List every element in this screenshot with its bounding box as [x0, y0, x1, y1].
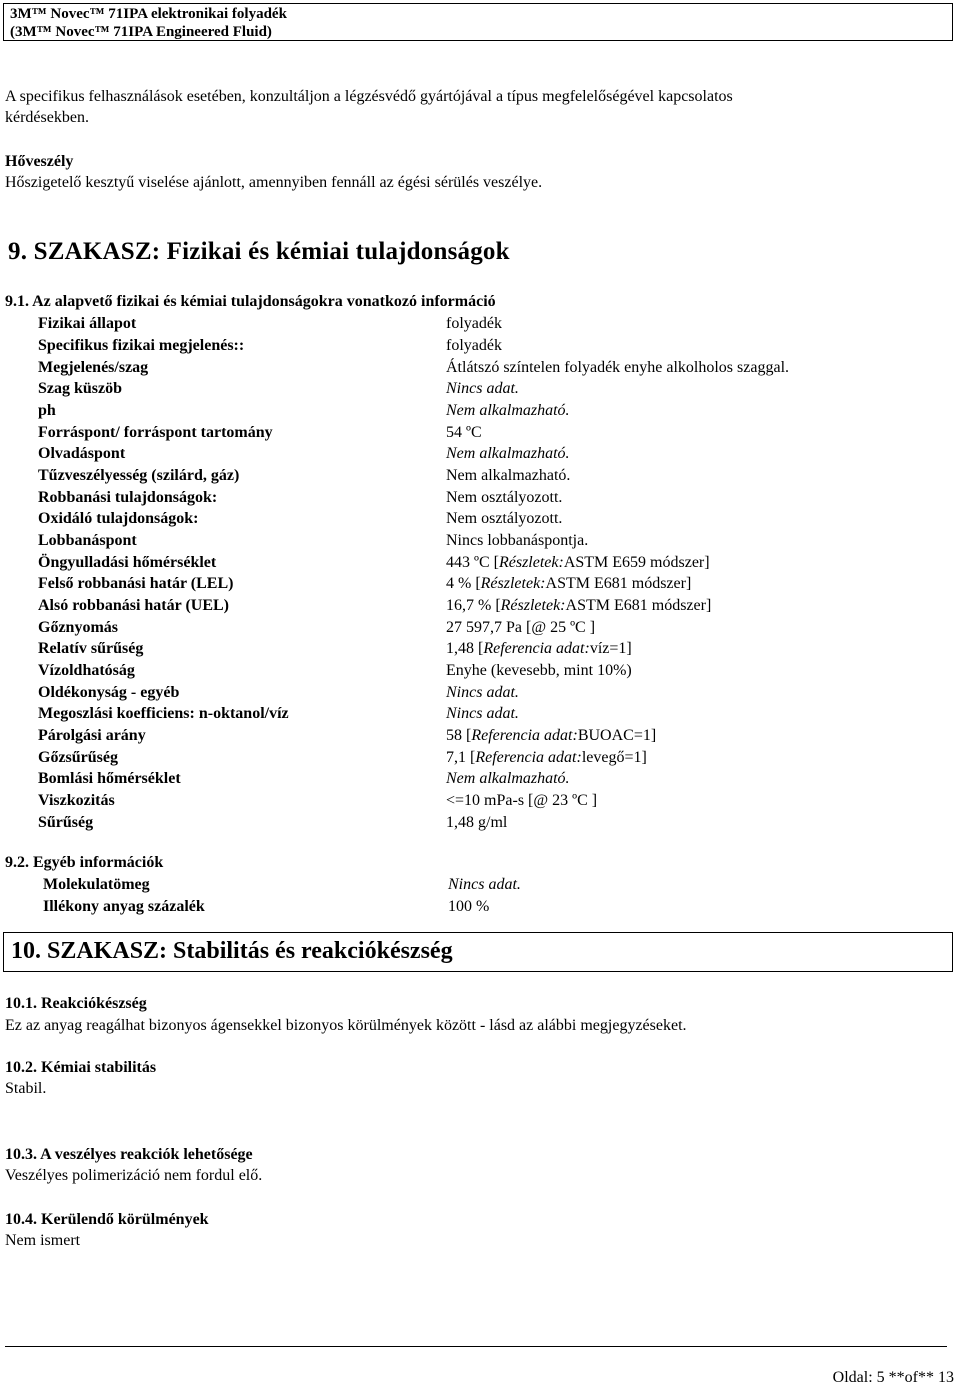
- value-part: 1,48 [: [446, 640, 484, 657]
- prop-value: [446, 596, 711, 616]
- value-part: 443 ºC [: [446, 554, 499, 571]
- prop-label: Oldékonyság - egyéb: [38, 684, 180, 701]
- prop-value: [446, 639, 632, 659]
- prop-label: Felső robbanási határ (LEL): [38, 575, 234, 592]
- value-part: víz=1]: [589, 640, 632, 657]
- prop-value: Nem alkalmazható.: [446, 402, 570, 419]
- respirator-note-line2: kérdésekben.: [5, 109, 89, 126]
- prop-label: Sűrűség: [38, 814, 94, 831]
- prop-label: Megjelenés/szag: [38, 359, 149, 376]
- page-number: Oldal: 5 **of** 13: [832, 1369, 954, 1386]
- section-10-3-title: 10.3. A veszélyes reakciók lehetősége: [5, 1146, 253, 1163]
- value-ref: Referencia adat:: [475, 749, 582, 766]
- section-9-1-title: 9.1. Az alapvető fizikai és kémiai tulajdonságokra vonatkozó információ: [5, 293, 496, 310]
- section-10-1-title: 10.1. Reakciókészség: [5, 995, 147, 1012]
- document-header: [3, 3, 953, 41]
- prop-label: Megoszlási koefficiens: n-oktanol/víz: [38, 705, 289, 722]
- prop-value: Nem alkalmazható.: [446, 445, 570, 462]
- prop-value: [446, 726, 656, 746]
- section-10-4-text: Nem ismert: [5, 1232, 81, 1249]
- prop-value: [446, 553, 710, 573]
- value-part: levegő=1]: [581, 749, 647, 766]
- prop-value: folyadék: [446, 315, 502, 332]
- prop-value: Nincs adat.: [446, 380, 519, 397]
- section-10-2-title: 10.2. Kémiai stabilitás: [5, 1059, 157, 1076]
- value-ref: Részletek:: [498, 554, 564, 571]
- prop-value: <=10 mPa-s [@ 23 ºC ]: [446, 792, 598, 809]
- prop-label: Vízoldhatóság: [38, 662, 135, 679]
- value-ref: Részletek:: [500, 597, 566, 614]
- prop-value: Nincs lobbanáspontja.: [446, 532, 589, 549]
- prop-value: 27 597,7 Pa [@ 25 ºC ]: [446, 619, 596, 636]
- prop-label: Párolgási arány: [38, 727, 146, 744]
- prop-label: ph: [38, 402, 56, 419]
- prop-label: Olvadáspont: [38, 445, 126, 462]
- prop-label: Robbanási tulajdonságok:: [38, 489, 218, 506]
- prop-value: Nem alkalmazható.: [446, 770, 570, 787]
- value-ref: Referencia adat:: [471, 727, 578, 744]
- value-part: 58 [: [446, 727, 472, 744]
- prop-value: Nem alkalmazható.: [446, 467, 571, 484]
- product-name-english: (3M™ Novec™ 71IPA Engineered Fluid): [10, 24, 272, 40]
- section-10-4-title: 10.4. Kerülendő körülmények: [5, 1211, 209, 1228]
- prop-value: 1,48 g/ml: [446, 814, 508, 831]
- prop-label: Lobbanáspont: [38, 532, 137, 549]
- other-label: Illékony anyag százalék: [43, 898, 205, 915]
- value-part: ASTM E681 módszer]: [545, 575, 692, 592]
- section-10-title: 10. SZAKASZ: Stabilitás és reakciókészség: [3, 932, 953, 972]
- prop-label: Szag küszöb: [38, 380, 123, 397]
- section-10-1-text: Ez az anyag reagálhat bizonyos ágensekkel bizonyos körülmények között - lásd az alábbi megjegyzéseket.: [5, 1017, 687, 1034]
- prop-value: folyadék: [446, 337, 502, 354]
- prop-label: Gőznyomás: [38, 619, 118, 636]
- prop-label: Viszkozitás: [38, 792, 115, 809]
- footer-divider: [5, 1346, 947, 1347]
- prop-label: Alsó robbanási határ (UEL): [38, 597, 229, 614]
- prop-label: Oxidáló tulajdonságok:: [38, 510, 199, 527]
- prop-label: Gőzsűrűség: [38, 749, 118, 766]
- respirator-note-line1: A specifikus felhasználások esetében, konzultáljon a légzésvédő gyártójával a típus megfelelőségével kapcsolatos: [5, 88, 733, 105]
- prop-value: Nem osztályozott.: [446, 510, 563, 527]
- prop-value: 54 ºC: [446, 424, 482, 441]
- prop-label: Öngyulladási hőmérséklet: [38, 554, 217, 571]
- value-part: BUOAC=1]: [577, 727, 657, 744]
- prop-value: Enyhe (kevesebb, mint 10%): [446, 662, 632, 679]
- section-10-2-text: Stabil.: [5, 1080, 47, 1097]
- value-part: ASTM E681 módszer]: [565, 597, 712, 614]
- value-part: 16,7 % [: [446, 597, 501, 614]
- prop-value: [446, 574, 691, 594]
- section-9-title: 9. SZAKASZ: Fizikai és kémiai tulajdonságok: [8, 238, 510, 265]
- prop-label: Fizikai állapot: [38, 315, 137, 332]
- value-part: 7,1 [: [446, 749, 476, 766]
- section-10-3-text: Veszélyes polimerizáció nem fordul elő.: [5, 1167, 263, 1184]
- prop-value: Nincs adat.: [446, 705, 519, 722]
- prop-value: Nincs adat.: [446, 684, 519, 701]
- value-part: ASTM E659 módszer]: [563, 554, 710, 571]
- prop-label: Tűzveszélyesség (szilárd, gáz): [38, 467, 240, 484]
- value-ref: Referencia adat:: [483, 640, 590, 657]
- prop-label: Bomlási hőmérséklet: [38, 770, 181, 787]
- prop-value: Átlátszó színtelen folyadék enyhe alkolholos szaggal.: [446, 359, 790, 376]
- heat-hazard-text: Hőszigetelő kesztyű viselése ajánlott, amennyiben fennáll az égési sérülés veszélye.: [5, 174, 543, 191]
- section-9-2-title: 9.2. Egyéb információk: [5, 854, 164, 871]
- other-value: 100 %: [448, 898, 490, 915]
- prop-label: Specifikus fizikai megjelenés::: [38, 337, 245, 354]
- prop-label: Forráspont/ forráspont tartomány: [38, 424, 273, 441]
- value-part: 4 % [: [446, 575, 481, 592]
- other-label: Molekulatömeg: [43, 876, 150, 893]
- value-ref: Részletek:: [480, 575, 546, 592]
- other-value: Nincs adat.: [448, 876, 521, 893]
- prop-value: [446, 748, 647, 768]
- heat-hazard-title: Hőveszély: [5, 153, 74, 170]
- product-name: 3M™ Novec™ 71IPA elektronikai folyadék: [10, 6, 287, 22]
- prop-value: Nem osztályozott.: [446, 489, 563, 506]
- prop-label: Relatív sűrűség: [38, 640, 144, 657]
